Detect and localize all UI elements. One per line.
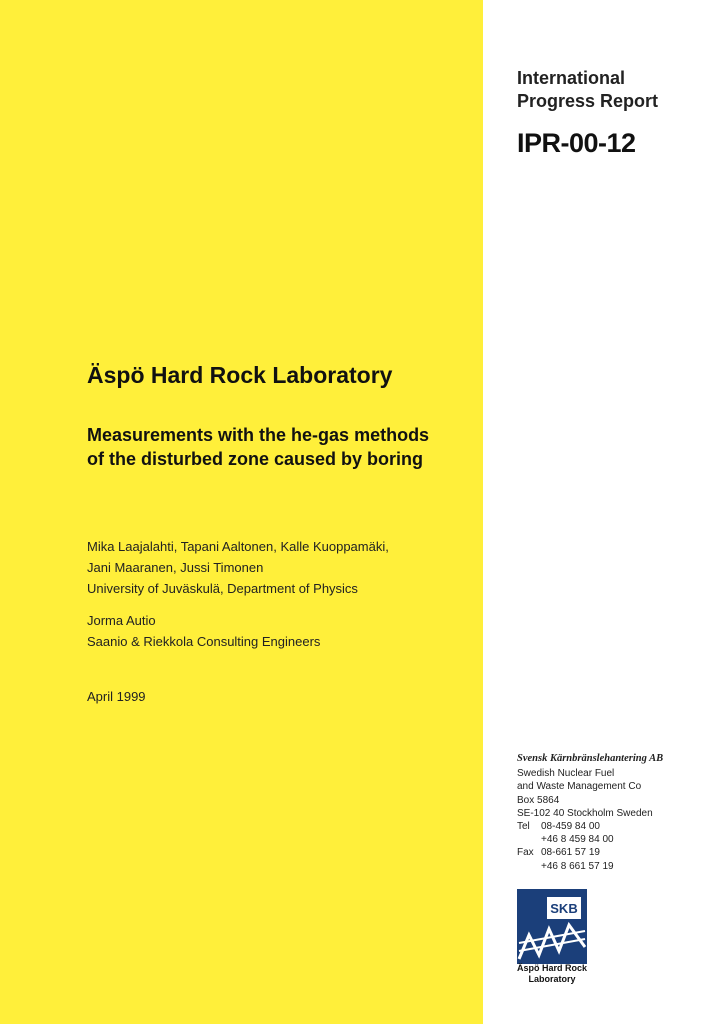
logo-caption bbox=[512, 963, 592, 985]
report-series-label bbox=[517, 67, 658, 113]
publisher-address: SE-102 40 Stockholm Sweden bbox=[517, 807, 653, 819]
report-number: IPR-00-12 bbox=[517, 128, 636, 158]
skb-logo bbox=[517, 889, 587, 964]
tel-row-1 bbox=[517, 820, 717, 833]
subtitle-line-2: of the disturbed zone caused by boring bbox=[87, 449, 424, 469]
fax-row-1 bbox=[517, 846, 717, 859]
logo-mark-text: SKB bbox=[550, 901, 578, 916]
document-title: Äspö Hard Rock Laboratory bbox=[87, 362, 393, 388]
fax-label: Fax bbox=[517, 847, 534, 859]
document-subtitle bbox=[87, 423, 477, 471]
tel-row-2 bbox=[517, 833, 717, 846]
tel-label: Tel bbox=[517, 821, 530, 833]
author-2: Jorma Autio bbox=[87, 613, 156, 628]
tel-number-2: +46 8 459 84 00 bbox=[541, 834, 614, 846]
fax-row-2 bbox=[517, 860, 717, 873]
publisher-name: Svensk Kärnbränslehantering AB bbox=[517, 753, 664, 764]
authors-line-1: Mika Laajalahti, Tapani Aaltonen, Kalle Kuoppamäki, bbox=[87, 539, 389, 554]
subtitle-line-1: Measurements with the he-gas methods bbox=[87, 425, 430, 445]
publisher-line-2: and Waste Management Co bbox=[517, 781, 642, 793]
tel-number-1: 08-459 84 00 bbox=[541, 821, 600, 833]
authors-line-2: Jani Maaranen, Jussi Timonen bbox=[87, 560, 264, 575]
publication-date: April 1999 bbox=[87, 689, 146, 704]
logo-caption-line-1: Äspö Hard Rock bbox=[516, 963, 587, 973]
affiliation-1: University of Juväskulä, Department of Physics bbox=[87, 581, 358, 596]
fax-number-1: 08-661 57 19 bbox=[541, 847, 600, 859]
publisher-line-1: Swedish Nuclear Fuel bbox=[517, 768, 615, 780]
fax-number-2: +46 8 661 57 19 bbox=[541, 860, 614, 872]
series-line-1: International bbox=[517, 68, 626, 88]
publisher-box: Box 5864 bbox=[517, 794, 560, 806]
publisher-block bbox=[517, 752, 717, 873]
affiliation-2: Saanio & Riekkola Consulting Engineers bbox=[87, 634, 321, 649]
logo-caption-line-2: Laboratory bbox=[528, 974, 576, 984]
series-line-2: Progress Report bbox=[517, 91, 659, 111]
author-block bbox=[87, 536, 389, 652]
